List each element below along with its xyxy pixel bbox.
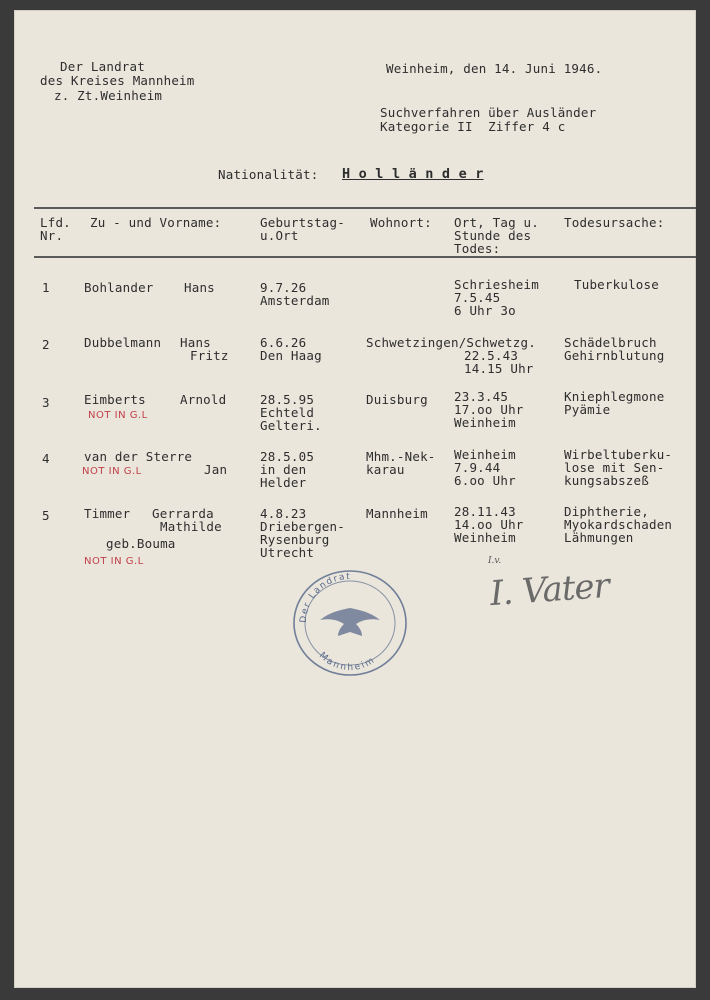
nationality-value: H o l l ä n d e r — [342, 166, 484, 182]
row-birth: 9.7.26 — [260, 280, 307, 295]
row-cause: Lähmungen — [564, 530, 634, 545]
row-birth: 6.6.26 — [260, 335, 307, 350]
row-number: 5 — [42, 508, 50, 523]
row-birth: 28.5.95 — [260, 392, 315, 407]
row-first-name: Gerrarda — [152, 506, 214, 521]
header-birth: Geburtstag- — [260, 215, 345, 230]
document-page — [14, 10, 696, 988]
authority-line: z. Zt.Weinheim — [54, 88, 163, 103]
row-first-name: Hans — [180, 335, 211, 350]
row-death: Weinheim — [454, 447, 516, 462]
row-death: 6.oo Uhr — [454, 473, 516, 488]
row-first-name: Jan — [204, 462, 228, 477]
row-birth: Amsterdam — [260, 293, 330, 308]
header-lfd: Lfd. — [40, 215, 71, 230]
row-cause: Tuberkulose — [574, 277, 659, 292]
nationality-label: Nationalität: — [218, 167, 319, 182]
handwritten-signature: I. Vater — [488, 565, 611, 615]
row-first-name: Arnold — [180, 392, 227, 407]
row-surname: Bohlander — [84, 280, 154, 295]
header-death: Ort, Tag u. — [454, 215, 539, 230]
row-first-name: Fritz — [190, 348, 229, 363]
row-death: 23.3.45 — [454, 389, 509, 404]
row-cause: Diphtherie, — [564, 504, 649, 519]
procedure-line: Kategorie II Ziffer 4 c — [380, 119, 566, 134]
table-header-rule — [34, 256, 696, 258]
row-birth: Helder — [260, 475, 307, 490]
row-birth: in den — [260, 462, 307, 477]
row-cause: Gehirnblutung — [564, 348, 665, 363]
not-in-gl-annotation: NOT IN G.L — [84, 556, 144, 567]
row-birth: 28.5.05 — [260, 449, 315, 464]
row-birth: Echteld — [260, 405, 315, 420]
row-death: 17.oo Uhr — [454, 402, 524, 417]
row-surname: van der Sterre — [84, 449, 193, 464]
stamp-top-text: Der Landrat — [298, 571, 352, 624]
eagle-emblem-icon — [320, 608, 380, 636]
row-death: 14.15 Uhr — [464, 361, 534, 376]
row-cause: lose mit Sen- — [564, 460, 665, 475]
row-surname: Timmer — [84, 506, 131, 521]
header-birth: u.Ort — [260, 228, 299, 243]
header-death: Todes: — [454, 241, 501, 256]
official-stamp-seal — [290, 568, 410, 678]
row-number: 2 — [42, 337, 50, 352]
row-cause: Pyämie — [564, 402, 611, 417]
header-cause: Todesursache: — [564, 215, 665, 230]
row-residence: Duisburg — [366, 392, 428, 407]
stamp-bottom-text: Mannheim — [316, 650, 378, 674]
row-cause: kungsabszeß — [564, 473, 649, 488]
authority-line: des Kreises Mannheim — [40, 73, 195, 88]
signature-initials: I.v. — [488, 556, 502, 566]
not-in-gl-annotation: NOT IN G.L — [82, 466, 142, 477]
procedure-line: Suchverfahren über Ausländer — [380, 105, 597, 120]
row-cause: Kniephlegmone — [564, 389, 665, 404]
row-number: 1 — [42, 280, 50, 295]
row-death: 7.9.44 — [454, 460, 501, 475]
row-residence: Mannheim — [366, 506, 428, 521]
row-first-name: geb.Bouma — [106, 536, 176, 551]
not-in-gl-annotation: NOT IN G.L — [88, 410, 148, 421]
header-residence: Wohnort: — [370, 215, 432, 230]
row-surname: Dubbelmann — [84, 335, 162, 350]
row-death: 14.oo Uhr — [454, 517, 524, 532]
row-birth: Utrecht — [260, 545, 315, 560]
header-lfd: Nr. — [40, 228, 64, 243]
row-residence: Schwetzingen/Schwetzg. — [366, 335, 536, 350]
row-surname: Eimberts — [84, 392, 146, 407]
row-first-name: Mathilde — [160, 519, 222, 534]
row-birth: 4.8.23 — [260, 506, 307, 521]
row-death: 7.5.45 — [454, 290, 501, 305]
row-first-name: Hans — [184, 280, 215, 295]
row-number: 4 — [42, 451, 50, 466]
header-death: Stunde des — [454, 228, 532, 243]
row-birth: Driebergen- — [260, 519, 345, 534]
row-death: 28.11.43 — [454, 504, 516, 519]
row-death: Weinheim — [454, 415, 516, 430]
row-cause: Wirbeltuberku- — [564, 447, 673, 462]
row-death: Weinheim — [454, 530, 516, 545]
row-number: 3 — [42, 395, 50, 410]
table-top-rule — [34, 207, 696, 209]
place-date: Weinheim, den 14. Juni 1946. — [386, 61, 603, 76]
row-death: 6 Uhr 3o — [454, 303, 516, 318]
row-residence: karau — [366, 462, 405, 477]
row-residence: Mhm.-Nek- — [366, 449, 436, 464]
row-birth: Den Haag — [260, 348, 322, 363]
row-death: Schriesheim — [454, 277, 539, 292]
header-name: Zu - und Vorname: — [90, 215, 222, 230]
row-birth: Rysenburg — [260, 532, 330, 547]
authority-line: Der Landrat — [60, 59, 145, 74]
row-death: 22.5.43 — [464, 348, 519, 363]
row-cause: Schädelbruch — [564, 335, 657, 350]
row-cause: Myokardschaden — [564, 517, 673, 532]
row-birth: Gelteri. — [260, 418, 322, 433]
